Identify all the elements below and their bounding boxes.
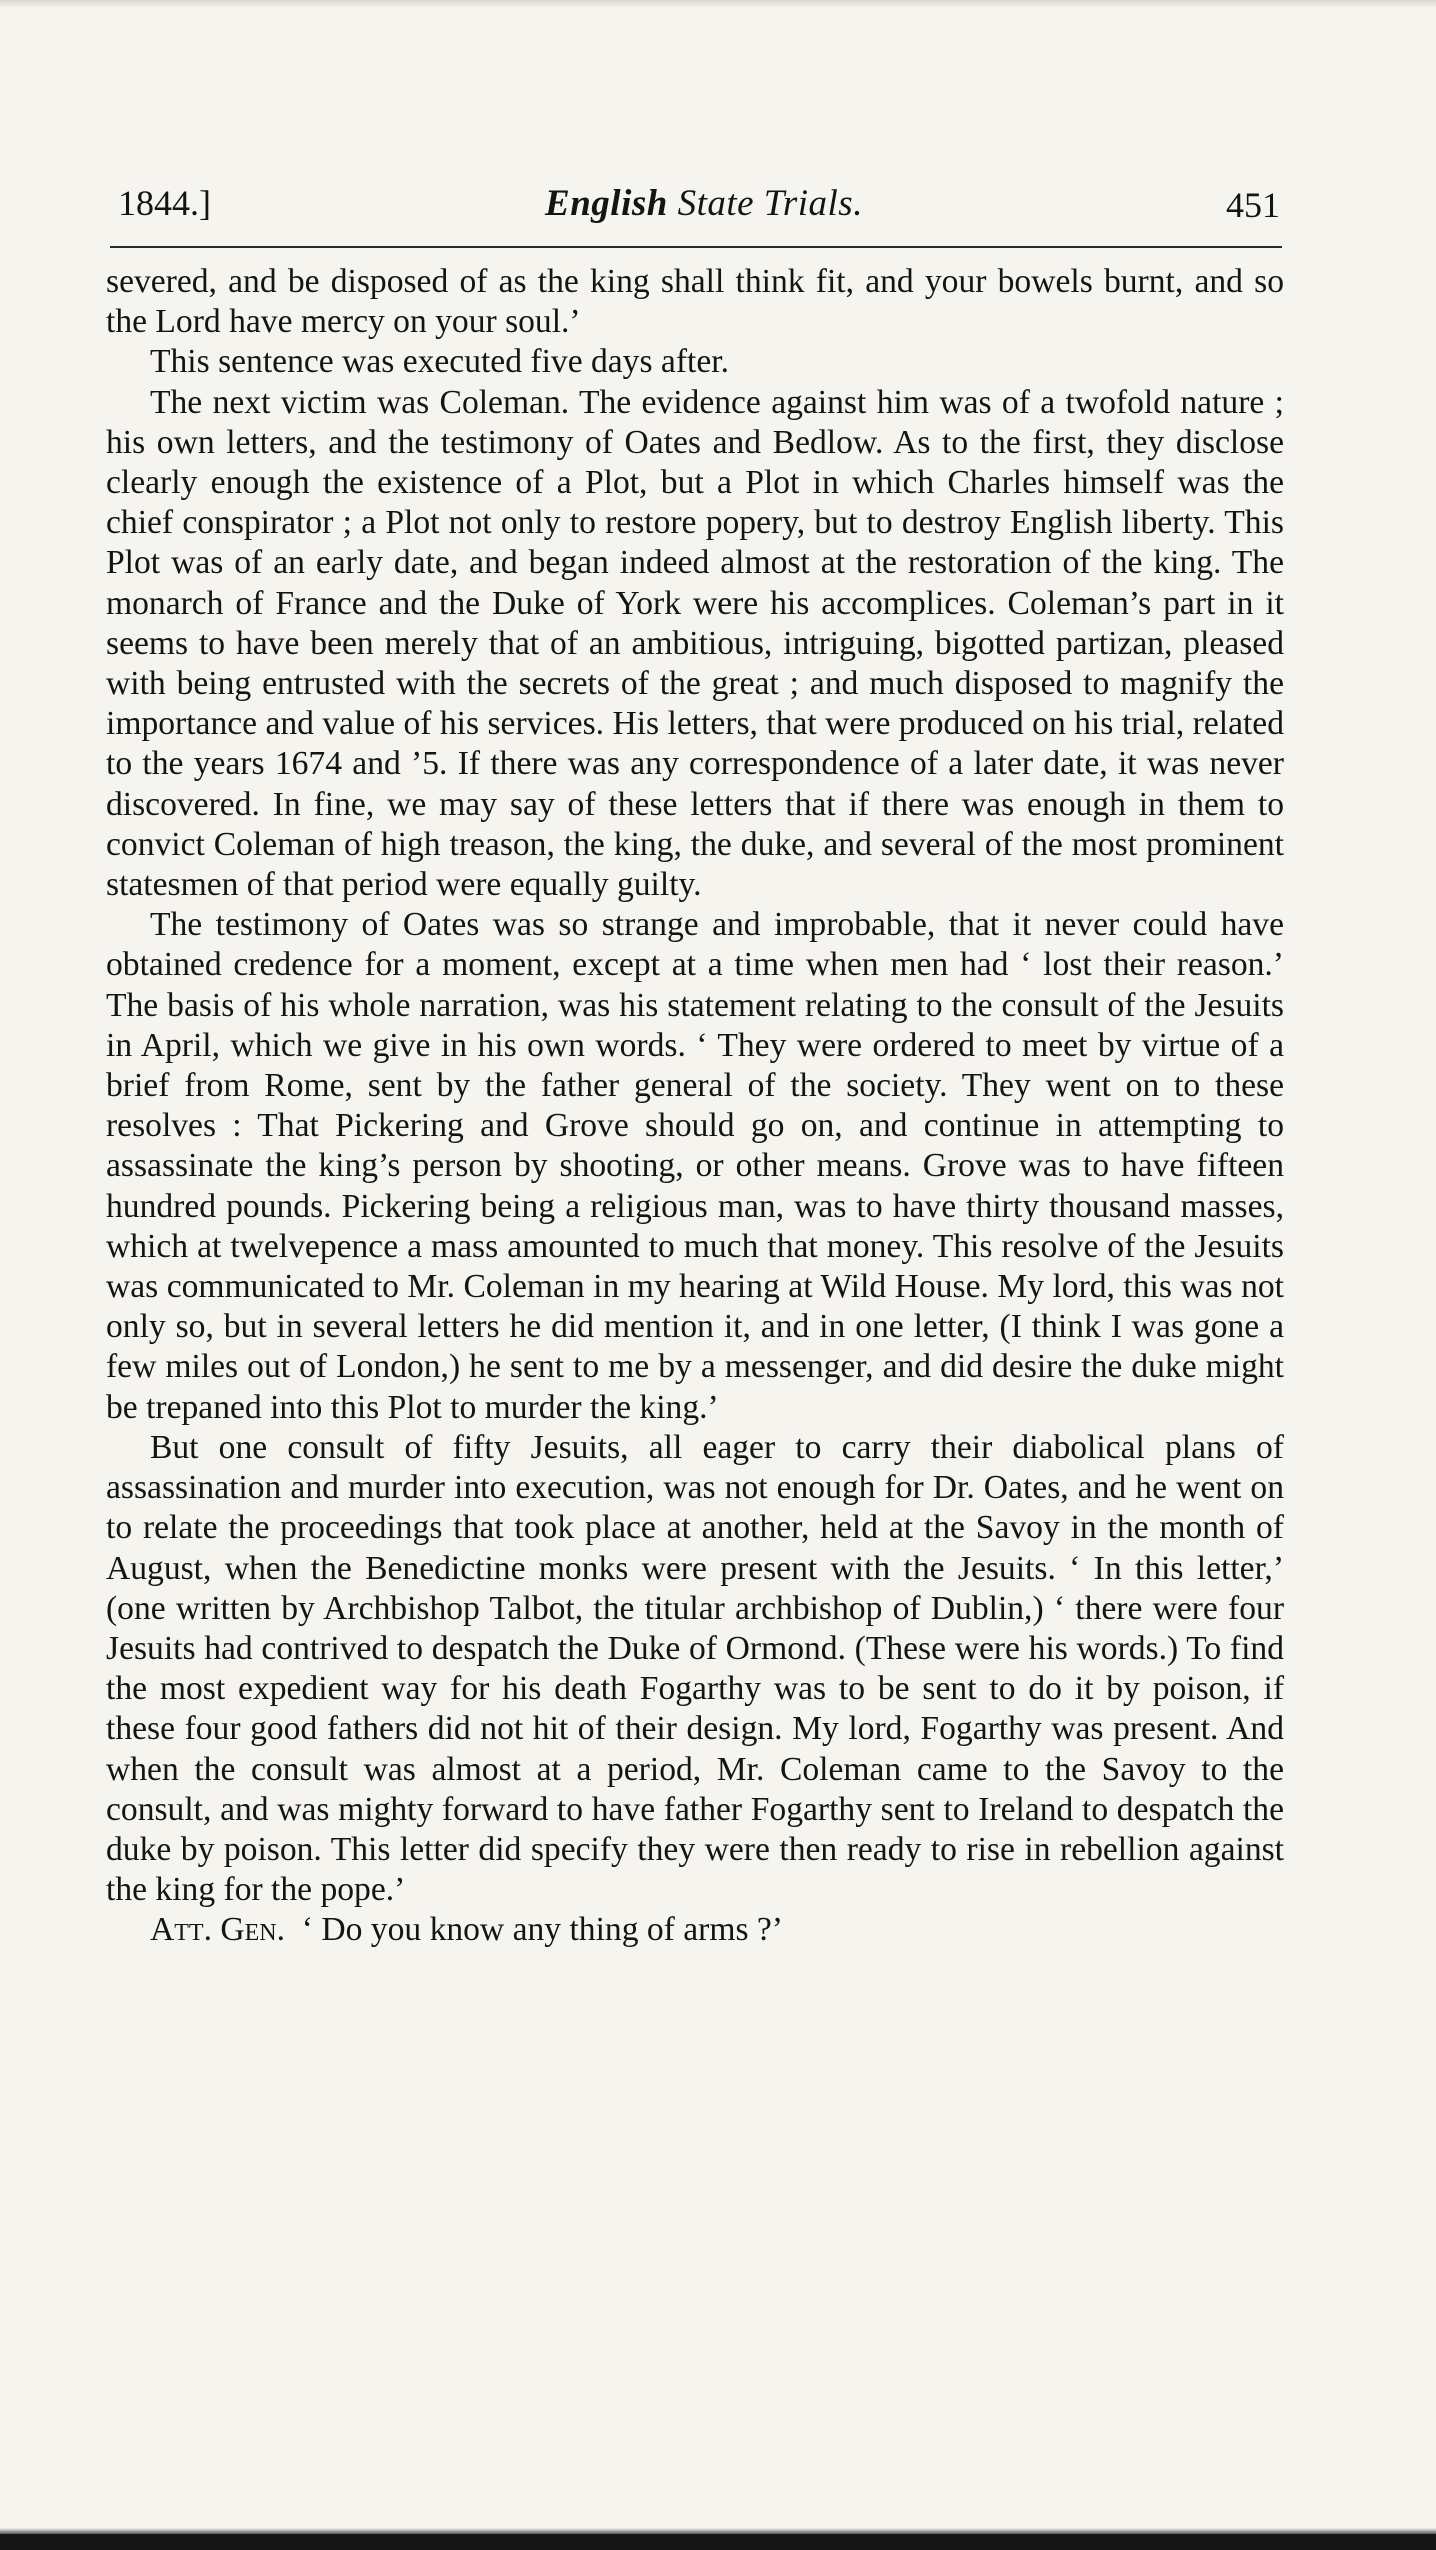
running-header (118, 182, 1290, 234)
speaker-speech: ‘ Do you know any thing of arms ?’ (301, 1911, 783, 1949)
page-number: 451 (1226, 185, 1280, 225)
speaker-label: Att. Gen. (150, 1911, 285, 1949)
header-rule (110, 246, 1282, 248)
paragraph-continued: severed, and be disposed of as the king shall think fit, and your bowels burnt, and so the Lord have mercy on your soul.’ (106, 263, 1284, 341)
paragraph: The next victim was Coleman. The evidence against him was of a twofold nature ; his own letters, and the testimony of Oates and Bedlow. As to the first, they disclose clearly enough the existence of a Plot, but a Plot in which Charles himself was the chief conspirator ; a Plot not only to restore popery, but to destroy English liberty. This Plot was of an early date, and began indeed almost at the restoration of the king. The monarch of France and the Duke of York were his accomplices. Coleman’s part in it seems to have been merely that of an ambitious, intriguing, bigotted partizan, pleased with being entrusted with the secrets of the great ; and much disposed to magnify the importance and value of his services. His letters, that were produced on his trial, related to the years 1674 and ’5. If there was any correspondence of a later date, it was never discovered. In fine, we may say of these letters that if there was enough in them to convict Coleman of high treason, the king, the duke, and several of the most prominent statesmen of that period were equally guilty. (106, 383, 1284, 904)
paragraph: The testimony of Oates was so strange and improbable, that it never could have obtained credence for a moment, except at a time when men had ‘ lost their reason.’ The basis of his whole narration, was his statement relating to the consult of the Jesuits in April, which we give in his own words. ‘ They were ordered to meet by virtue of a brief from Rome, sent by the father general of the society. They went on to these resolves : That Pickering and Grove should go on, and continue in attempting to assassinate the king’s person by shooting, or other means. Grove was to have fifteen hundred pounds. Pickering being a religious man, was to have thirty thousand masses, which at twelvepence a mass amounted to much that money. This resolve of the Jesuits was communicated to Mr. Coleman in my hearing at Wild House. My lord, this was not only so, but in several letters he did mention it, and in one letter, (I think I was gone a few miles out of London,) he sent to me by a messenger, and did desire the duke might be trepaned into this Plot to murder the king.’ (106, 906, 1284, 1426)
page-top-edge (0, 0, 1436, 8)
header-title (118, 182, 1290, 225)
body-text (106, 262, 1284, 1951)
header-year: 1844.] (118, 183, 211, 223)
paragraph: This sentence was executed five days after. (150, 343, 729, 381)
paragraph: But one consult of fifty Jesuits, all eager to carry their diabolical plans of assassination and murder into execution, was not enough for Dr. Oates, and he went on to relate the proceedings that took place at another, held at the Savoy in the month of August, when the Benedictine monks were present with the Jesuits. ‘ In this letter,’ (one written by Archbishop Talbot, the titular archbishop of Dublin,) ‘ there were four Jesuits had contrived to despatch the Duke of Ormond. (These were his words.) To find the most expedient way for his death Fogarthy was to be sent to do it by poison, if these four good fathers did not hit of their design. My lord, Fogarthy was present. And when the consult was almost at a period, Mr. Coleman came to the Savoy to the consult, and was mighty forward to have father Fogarthy sent to Ireland to despatch the duke by poison. This letter did specify they were then ready to rise in rebellion against the king for the pope.’ (106, 1428, 1284, 1909)
dialogue-line (106, 1910, 1284, 1950)
header-title-part1: English (545, 183, 668, 224)
header-title-part2: State Trials. (677, 183, 863, 224)
page-bottom-edge (0, 2534, 1436, 2550)
